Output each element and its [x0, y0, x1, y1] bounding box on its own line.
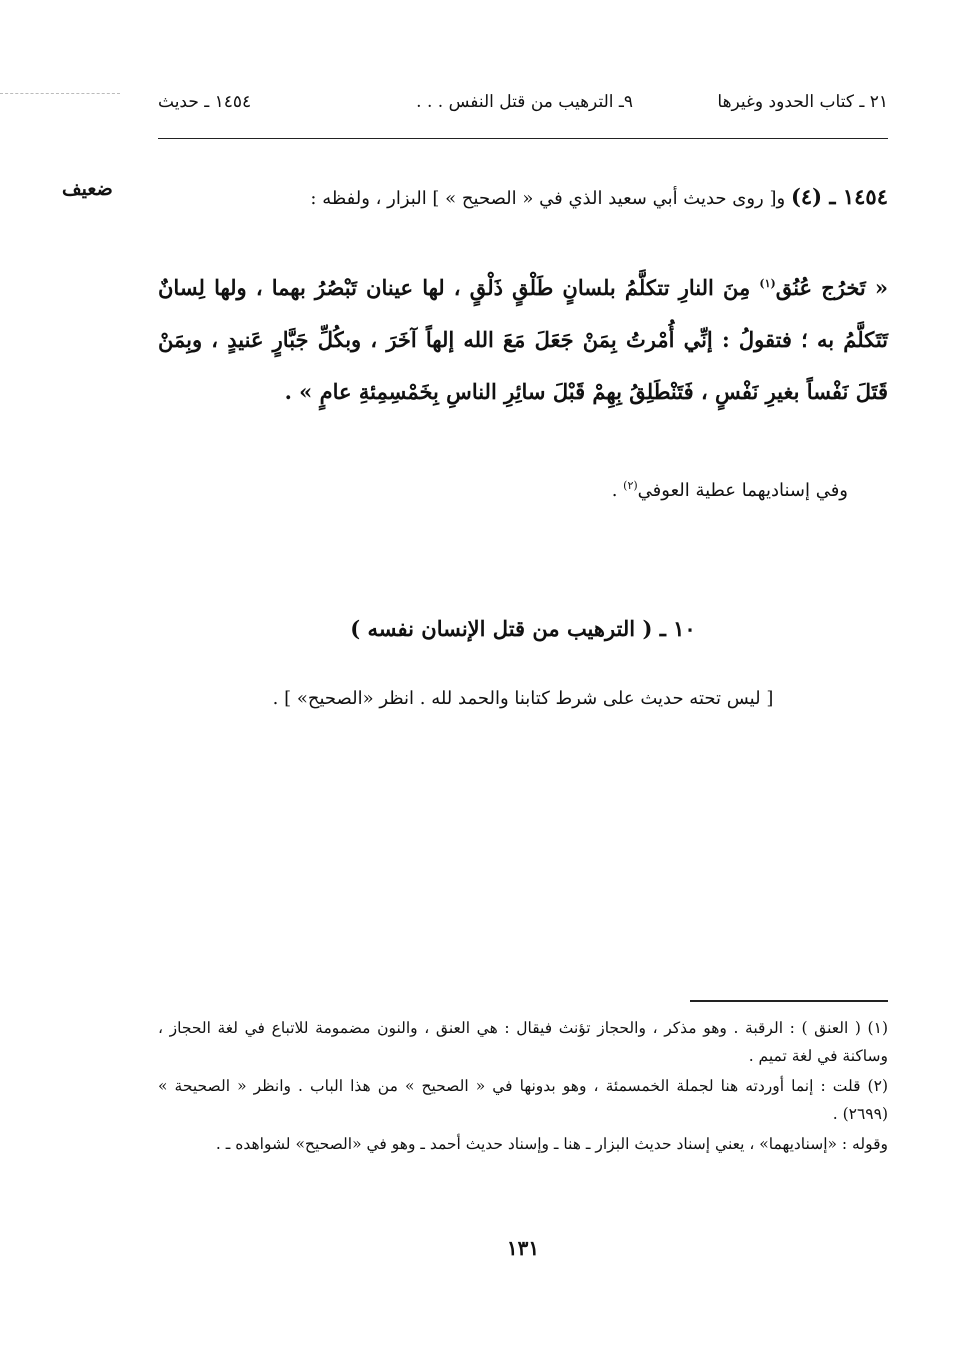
- header-divider: [158, 138, 888, 139]
- header-hadith-ref: ١٤٥٤ ـ حديث: [158, 92, 252, 112]
- isnad-note-text: وفي إسناديهما عطية العوفي: [637, 480, 848, 501]
- chapter-heading: ١٠ ـ ( الترهيب من قتل الإنسان نفسه ): [350, 616, 696, 641]
- hadith-text: [158, 262, 888, 418]
- footnote-2-continued: وقوله : «إسناديهما» ، يعني إسناد حديث البزار ـ هنا ـ وإسناد حديث أحمد ـ وهو في «الصحيح» لشواهده ـ .: [215, 1135, 888, 1153]
- hadith-text-part2: مِنَ النارِ تتكلَّمُ بلسانٍ طَلْقٍ ذَلْقٍ ، لها عينان تَبْصُرُ بهما ، ولها لِسانٌ تَتَكلَّمُ به ؛ فتقولُ : إنِّي أُمْرتُ بِمَنْ جَعَلَ مَعَ الله إلهاً آخَرَ ، وبكُلِّ جَبَّارٍ عَنيدٍ ، وبِمَنْ قَتَلَ نَفْساً بغيرِ نَفْسٍ ، فَتَنْطَلِقُ بِهِمْ قَبْلَ سائِرِ الناسِ بِخَمْسِمِئةِ عامٍ » .: [158, 275, 888, 404]
- footnote-ref-2[interactable]: (٢): [623, 479, 638, 492]
- running-header: [158, 92, 888, 122]
- scan-artifact: [0, 93, 120, 94]
- footnote-2: (٢) قلت : إنما أوردته هنا لجملة الخمسمئة ، وهو بدونها في « الصحيح » من هذا الباب . وانظر « الصحيحة » (٢٦٩٩) .: [158, 1077, 888, 1123]
- footnotes: [158, 1014, 888, 1160]
- footnote-divider: [690, 1000, 888, 1002]
- hadith-number: ١٤٥٤ ـ (٤): [790, 184, 888, 209]
- isnad-note-end: .: [611, 480, 624, 501]
- hadith-grade: ضعيف: [62, 178, 113, 200]
- hadith-intro: [158, 175, 888, 221]
- page-number: ١٣١: [506, 1236, 540, 1260]
- footnote-ref-1[interactable]: (١): [759, 277, 776, 290]
- isnad-note: [158, 476, 848, 506]
- header-book-title: ٢١ ـ كتاب الحدود وغيرها: [717, 92, 888, 112]
- chapter-note: [ ليس تحته حديث على شرط كتابنا والحمد لله . انظر «الصحيح» ] .: [272, 688, 774, 709]
- hadith-text-part1: « تَخرُج عُنُق: [775, 275, 889, 300]
- header-chapter-title: ٩ـ الترهيب من قتل النفس . . .: [416, 92, 633, 112]
- footnote-1: (١) ( العنق ) : الرقبة . وهو مذكر ، والحجاز تؤنث فيقال : هي العنق ، والنون مضمومة للاتباع في لغة الحجاز ، وساكنة في لغة تميم .: [158, 1019, 888, 1065]
- hadith-intro-text: و[ روى حديث أبي سعيد الذي في « الصحيح » ] البزار ، ولفظه :: [310, 188, 786, 209]
